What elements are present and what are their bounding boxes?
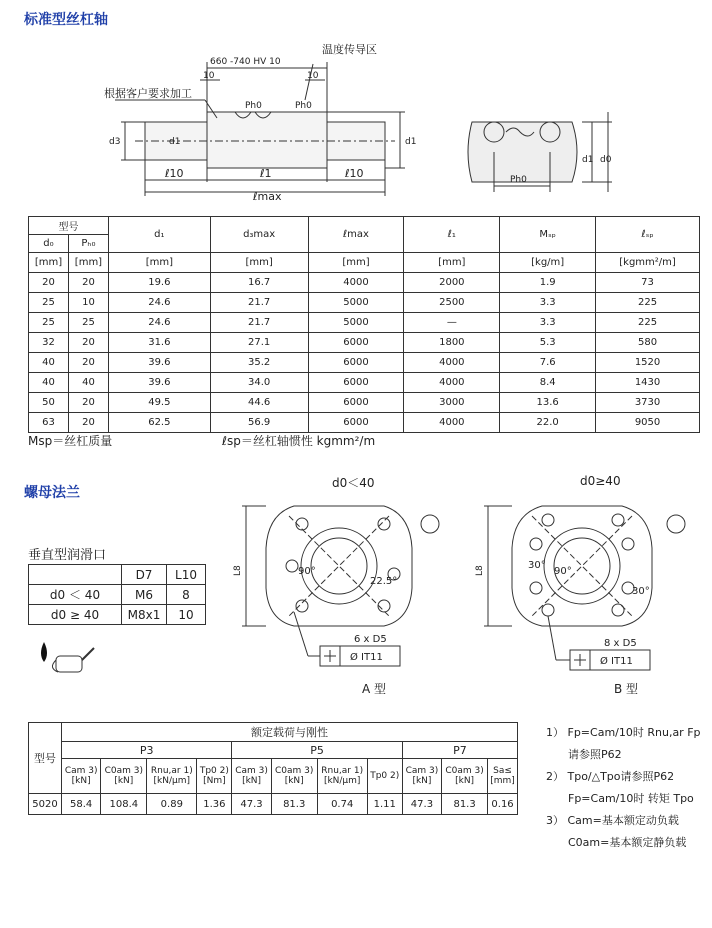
- load-col-name: Sa≤: [493, 766, 512, 776]
- table-cell: 44.6: [210, 393, 308, 413]
- load-col-name: Tp0 2): [370, 771, 400, 781]
- table-cell: 5000: [308, 293, 404, 313]
- note-msp: Msp＝丝杠质量: [28, 434, 113, 448]
- flange-b-l8: L8: [475, 565, 485, 576]
- load-col-name: Tp0 2): [199, 766, 229, 776]
- dim-l1: ℓ1: [260, 167, 272, 180]
- unit-cell: [mm]: [404, 253, 500, 273]
- unit-cell: [mm]: [308, 253, 404, 273]
- table-cell: 8.4: [500, 373, 596, 393]
- flange-b-angle-90: 90°: [554, 566, 572, 577]
- load-col-unit: [kN]: [114, 776, 134, 786]
- load-col-unit: [kN]: [412, 776, 432, 786]
- flange-b-holes: 8 x D5: [604, 638, 637, 649]
- table-cell: 27.1: [210, 333, 308, 353]
- lube-cond: d0 ≥ 40: [29, 605, 122, 625]
- table-cell: 25: [29, 313, 69, 333]
- section-title-nut-flange: 螺母法兰: [24, 485, 80, 501]
- dim-l10-right: ℓ10: [345, 167, 364, 180]
- load-col-unit: [kN]: [455, 776, 475, 786]
- flange-a-tolerance: Ø IT11: [350, 652, 383, 663]
- th-lmax: ℓmax: [308, 217, 404, 253]
- load-cell: 0.89: [147, 794, 197, 815]
- load-col-header: [367, 759, 402, 794]
- th-msp: Mₛₚ: [500, 217, 596, 253]
- flange-b-condition: d0≥40: [580, 474, 621, 488]
- load-col-name: Rnu,ar 1): [150, 766, 193, 776]
- table-cell: 225: [596, 293, 700, 313]
- table-cell: —: [404, 313, 500, 333]
- load-col-header: [442, 759, 488, 794]
- table-cell: 40: [29, 353, 69, 373]
- load-col-header: [147, 759, 197, 794]
- load-col-unit: [kN/μm]: [153, 776, 191, 786]
- table-cell: 20: [68, 353, 108, 373]
- table-cell: 6000: [308, 353, 404, 373]
- dim-10-left: 10: [203, 71, 215, 81]
- load-col-header: [101, 759, 147, 794]
- table-cell: 2500: [404, 293, 500, 313]
- shaft-spec-table: [28, 216, 700, 433]
- table-cell: 6000: [308, 333, 404, 353]
- table-cell: 62.5: [108, 413, 210, 433]
- table-row: [29, 333, 700, 353]
- flange-a-angle-90: 90°: [298, 566, 316, 577]
- lube-port-table: [28, 564, 206, 625]
- table-cell: 20: [68, 273, 108, 293]
- table-cell: 16.7: [210, 273, 308, 293]
- shaft-drawing: [95, 40, 415, 202]
- lube-l10: 8: [167, 585, 206, 605]
- table-row: [29, 273, 700, 293]
- footnote-line: Fp=Cam/10时 转矩 Tpo: [568, 792, 694, 805]
- load-col-header: [62, 759, 101, 794]
- lube-title: 垂直型润滑口: [28, 548, 107, 563]
- load-col-name: C0am 3): [445, 766, 484, 776]
- dim-ph0-2: Ph0: [295, 101, 312, 111]
- table-cell: 1800: [404, 333, 500, 353]
- load-col-name: Cam 3): [405, 766, 439, 776]
- table-cell: 3.3: [500, 313, 596, 333]
- load-col-name: Rnu,ar 1): [321, 766, 364, 776]
- load-col-header: [488, 759, 518, 794]
- table-cell: 35.2: [210, 353, 308, 373]
- table-cell: 4000: [308, 273, 404, 293]
- label-custom-machining: 根据客户要求加工: [104, 87, 192, 100]
- load-th-group: P7: [402, 742, 517, 759]
- table-cell: 39.6: [108, 373, 210, 393]
- flange-b-tolerance: Ø IT11: [600, 656, 633, 667]
- load-cell: 47.3: [402, 794, 441, 815]
- flange-a-angle-225: 22.5°: [370, 576, 398, 587]
- table-cell: 3000: [404, 393, 500, 413]
- oil-can-icon: [36, 638, 96, 682]
- flange-a-holes: 6 x D5: [354, 634, 387, 645]
- load-col-unit: [kN]: [284, 776, 304, 786]
- unit-cell: [mm]: [68, 253, 108, 273]
- table-cell: 24.6: [108, 293, 210, 313]
- load-th-top: 额定载荷与刚性: [62, 723, 518, 742]
- load-rating-table: [28, 722, 518, 815]
- spec-table-body: [29, 273, 700, 433]
- flange-a-drawing: [234, 494, 454, 694]
- table-cell: 10: [68, 293, 108, 313]
- load-col-header: [271, 759, 317, 794]
- flange-b-drawing: [472, 494, 696, 694]
- table-cell: 13.6: [500, 393, 596, 413]
- footnote-line: 请参照P62: [568, 748, 622, 761]
- table-cell: 49.5: [108, 393, 210, 413]
- lube-d7: M8x1: [122, 605, 167, 625]
- table-cell: 20: [68, 413, 108, 433]
- lube-cond: d0 ＜ 40: [29, 585, 122, 605]
- lube-th-blank: [29, 565, 122, 585]
- table-cell: 25: [29, 293, 69, 313]
- unit-cell: [mm]: [29, 253, 69, 273]
- load-col-unit: [kN/μm]: [323, 776, 361, 786]
- table-cell: 6000: [308, 373, 404, 393]
- dim-ph0-1: Ph0: [245, 101, 262, 111]
- load-data-row: [29, 794, 518, 815]
- unit-cell: [kg/m]: [500, 253, 596, 273]
- flange-b-angle-30b: 30°: [632, 586, 650, 597]
- load-col-header: [232, 759, 271, 794]
- dim-ph0-detail: Ph0: [510, 175, 527, 185]
- lube-th-l10: L10: [167, 565, 206, 585]
- th-d1: d₁: [108, 217, 210, 253]
- flange-a-l8: L8: [233, 565, 243, 576]
- table-cell: 3730: [596, 393, 700, 413]
- table-cell: 5000: [308, 313, 404, 333]
- th-model: 型号: [29, 217, 109, 235]
- table-cell: 2000: [404, 273, 500, 293]
- load-col-header: [197, 759, 232, 794]
- dim-d1-detail: d1: [582, 155, 594, 165]
- load-col-headers: [29, 759, 518, 794]
- table-cell: 4000: [404, 353, 500, 373]
- lube-l10: 10: [167, 605, 206, 625]
- table-cell: 73: [596, 273, 700, 293]
- load-cell: 58.4: [62, 794, 101, 815]
- footnotes: [546, 722, 708, 854]
- label-temperature-zone: 温度传导区: [322, 43, 377, 56]
- footnote-line: C0am=基本额定静负载: [568, 836, 687, 849]
- table-cell: 31.6: [108, 333, 210, 353]
- load-cell: 5020: [29, 794, 62, 815]
- table-cell: 24.6: [108, 313, 210, 333]
- table-cell: 21.7: [210, 313, 308, 333]
- load-col-name: C0am 3): [275, 766, 314, 776]
- table-cell: 56.9: [210, 413, 308, 433]
- table-cell: 63: [29, 413, 69, 433]
- table-cell: 25: [68, 313, 108, 333]
- table-row: [29, 393, 700, 413]
- load-cell: 81.3: [271, 794, 317, 815]
- load-cell: 0.74: [317, 794, 367, 815]
- table-cell: 39.6: [108, 353, 210, 373]
- dim-d0-detail: d0: [600, 155, 612, 165]
- load-col-header: [317, 759, 367, 794]
- dim-lmax: ℓmax: [253, 190, 282, 203]
- table-cell: 6000: [308, 413, 404, 433]
- th-d0: d₀: [29, 235, 69, 253]
- load-col-unit: [kN]: [71, 776, 91, 786]
- table-cell: 6000: [308, 393, 404, 413]
- table-cell: 40: [68, 373, 108, 393]
- dim-l10-left: ℓ10: [165, 167, 184, 180]
- load-col-unit: [kN]: [242, 776, 262, 786]
- table-cell: 20: [29, 273, 69, 293]
- table-cell: 7.6: [500, 353, 596, 373]
- th-d3max: d₃max: [210, 217, 308, 253]
- flange-b-angle-30a: 30°: [528, 560, 546, 571]
- table-cell: 20: [68, 333, 108, 353]
- load-cell: 0.16: [488, 794, 518, 815]
- footnote-line: 3） Cam=基本额定动负载: [546, 814, 679, 827]
- unit-cell: [mm]: [210, 253, 308, 273]
- load-col-name: Cam 3): [235, 766, 268, 776]
- load-col-header: [402, 759, 441, 794]
- load-col-unit: [mm]: [490, 776, 515, 786]
- section-title-screw-shaft: 标准型丝杠轴: [24, 12, 108, 28]
- flange-a-condition: d0＜40: [332, 476, 375, 490]
- table-cell: 580: [596, 333, 700, 353]
- table-row: [29, 353, 700, 373]
- table-cell: 9050: [596, 413, 700, 433]
- table-cell: 22.0: [500, 413, 596, 433]
- footnote-line: 1） Fp=Cam/10时 Rnu,ar Fp: [546, 726, 701, 739]
- table-cell: 21.7: [210, 293, 308, 313]
- load-cell: 47.3: [232, 794, 271, 815]
- table-cell: 4000: [404, 373, 500, 393]
- dim-hardness: 660 -740 HV 10: [210, 57, 281, 67]
- th-ph0: Pₕ₀: [68, 235, 108, 253]
- load-th-group: P3: [62, 742, 232, 759]
- lube-th-d7: D7: [122, 565, 167, 585]
- table-cell: 5.3: [500, 333, 596, 353]
- unit-cell: [kgmm²/m]: [596, 253, 700, 273]
- dim-d1: d1: [169, 137, 181, 147]
- flange-a-type: A 型: [362, 682, 387, 696]
- dim-10-right: 10: [307, 71, 319, 81]
- table-cell: 19.6: [108, 273, 210, 293]
- table-cell: 4000: [404, 413, 500, 433]
- unit-cell: [mm]: [108, 253, 210, 273]
- load-cell: 1.11: [367, 794, 402, 815]
- table-cell: 20: [68, 393, 108, 413]
- thread-detail-drawing: [462, 102, 622, 194]
- table-cell: 225: [596, 313, 700, 333]
- load-cell: 81.3: [442, 794, 488, 815]
- table-cell: 50: [29, 393, 69, 413]
- load-th-group: P5: [232, 742, 402, 759]
- table-row: [29, 313, 700, 333]
- th-lsp: ℓₛₚ: [596, 217, 700, 253]
- note-lsp: ℓsp＝丝杠轴惯性 kgmm²/m: [222, 434, 376, 448]
- load-col-name: Cam 3): [64, 766, 98, 776]
- lube-d7: M6: [122, 585, 167, 605]
- table-cell: 1.9: [500, 273, 596, 293]
- flange-b-type: B 型: [614, 682, 639, 696]
- table-cell: 1520: [596, 353, 700, 373]
- table-cell: 1430: [596, 373, 700, 393]
- table-cell: 3.3: [500, 293, 596, 313]
- load-cell: 108.4: [101, 794, 147, 815]
- table-row: [29, 373, 700, 393]
- load-th-model: 型号: [29, 723, 62, 794]
- dim-d3: d3: [109, 137, 121, 147]
- footnote-line: 2） Tpo/△Tpo请参照P62: [546, 770, 675, 783]
- table-cell: 34.0: [210, 373, 308, 393]
- load-cell: 1.36: [197, 794, 232, 815]
- th-l1: ℓ₁: [404, 217, 500, 253]
- dim-d1-right: d1: [405, 137, 417, 147]
- load-col-name: C0am 3): [104, 766, 143, 776]
- table-row: [29, 293, 700, 313]
- table-cell: 40: [29, 373, 69, 393]
- table-row: [29, 413, 700, 433]
- load-col-unit: [Nm]: [203, 776, 226, 786]
- table-cell: 32: [29, 333, 69, 353]
